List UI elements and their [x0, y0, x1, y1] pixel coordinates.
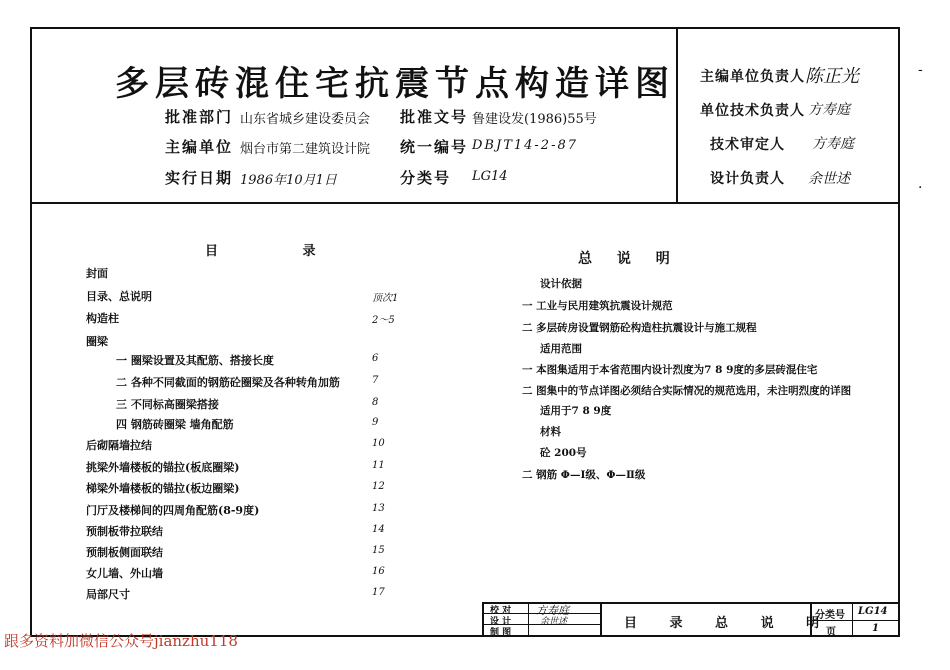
toc-item: 目录、总说明 [86, 290, 152, 303]
note-line: 适用范围 [540, 343, 582, 355]
toc-page: 10 [372, 438, 385, 449]
class-label: 分类号 [815, 610, 845, 621]
toc-page: 8 [372, 397, 379, 408]
toc-page: 2～5 [372, 315, 395, 326]
toc-item: 二 各种不同截面的钢筋砼圈梁及各种转角加筋 [116, 376, 340, 389]
toc-page: 6 [372, 353, 379, 364]
toc-item: 四 钢筋砖圈梁 墙角配筋 [116, 418, 234, 431]
sheet-title: 目 录 总 说 明 [624, 616, 834, 631]
toc-page: 15 [372, 545, 385, 556]
class-no-value: LG14 [472, 169, 508, 184]
toc-item: 后砌隔墙拉结 [86, 439, 152, 452]
note-line: 砼 200号 [540, 447, 587, 459]
toc-item: 女儿墙、外山墙 [86, 567, 163, 580]
toc-item: 预制板侧面联结 [86, 546, 163, 559]
note-line: 设计依据 [540, 278, 582, 290]
class-value: LG14 [858, 606, 888, 617]
editor-unit-value: 烟台市第二建筑设计院 [240, 142, 371, 157]
approval-dept-label: 批准部门 [165, 108, 234, 126]
title-block-role: 制 图 [490, 628, 512, 638]
signature-label: 主编单位负责人 [700, 69, 805, 85]
toc-page: 顶次1 [372, 293, 399, 304]
toc-page: 17 [372, 587, 385, 598]
unified-no-label: 统一编号 [400, 138, 469, 156]
editor-unit-label: 主编单位 [165, 138, 234, 156]
toc-item: 门厅及楼梯间的四周角配筋(8-9度) [86, 504, 260, 517]
title-block-role: 设 计 [490, 617, 512, 627]
notes-heading: 总 说 明 [578, 251, 680, 267]
watermark-text: 跟多资料加微信公众号jianzhu118 [4, 632, 238, 650]
toc-page: 9 [372, 417, 379, 428]
toc-heading: 目 录 [205, 244, 356, 259]
edge-mark: · [918, 180, 923, 196]
toc-item: 挑梁外墙楼板的锚拉(板底圈梁) [86, 461, 240, 474]
note-line: 材料 [540, 426, 561, 438]
unified-no-value: DBJT14-2-87 [472, 138, 578, 153]
note-line: 一 工业与民用建筑抗震设计规范 [522, 300, 673, 312]
edge-mark: - [918, 62, 923, 78]
toc-page: 11 [372, 460, 385, 471]
page-value: 1 [872, 623, 879, 634]
title-block-sign: 余世述 [540, 617, 568, 627]
page-label: 页 [826, 627, 836, 638]
signature: 方寿庭 [808, 102, 850, 118]
toc-item: 三 不同标高圈梁搭接 [116, 398, 219, 411]
approval-dept-value: 山东省城乡建设委员会 [240, 112, 371, 127]
toc-item: 一 圈梁设置及其配筋、搭接长度 [116, 354, 274, 367]
class-no-label: 分类号 [400, 169, 452, 187]
note-line: 二 多层砖房设置钢筋砼构造柱抗震设计与施工规程 [522, 322, 757, 334]
approval-no-label: 批准文号 [400, 108, 469, 126]
approval-no-value: 鲁建设发(1986)55号 [472, 112, 597, 127]
signature: 方寿庭 [812, 136, 854, 152]
effective-date-label: 实行日期 [165, 169, 234, 187]
toc-page: 13 [372, 503, 385, 514]
toc-item: 构造柱 [86, 312, 119, 325]
header-divider [30, 202, 900, 204]
effective-date-value: 1986年10月1日 [240, 173, 337, 188]
title-block-role: 校 对 [490, 606, 512, 616]
toc-item: 预制板带拉联结 [86, 525, 163, 538]
toc-item: 圈梁 [86, 335, 108, 348]
signature-label: 技术审定人 [710, 137, 785, 153]
signature-label: 设计负责人 [710, 171, 785, 187]
toc-page: 7 [372, 375, 379, 386]
toc-page: 12 [372, 481, 385, 492]
note-line: 二 图集中的节点详图必须结合实际情况的规范选用，未注明烈度的详图 [522, 385, 852, 397]
signature: 陈正光 [805, 66, 859, 87]
note-line: 适用于7 8 9度 [540, 405, 612, 417]
note-line: 一 本图集适用于本省范围内设计烈度为7 8 9度的多层砖混住宅 [522, 364, 818, 376]
toc-page: 16 [372, 566, 385, 577]
signature-divider [676, 27, 678, 204]
toc-item: 局部尺寸 [86, 588, 130, 601]
note-line: 二 钢筋 Φ—Ⅰ级、Φ—Ⅱ级 [522, 469, 646, 481]
document-title: 多层砖混住宅抗震节点构造详图 [115, 64, 675, 104]
toc-page: 14 [372, 524, 385, 535]
toc-item: 封面 [86, 267, 108, 280]
signature: 余世述 [808, 171, 850, 187]
toc-item: 梯梁外墙楼板的锚拉(板边圈梁) [86, 482, 240, 495]
signature-label: 单位技术负责人 [700, 103, 805, 119]
title-block-sign: 方寿庭 [536, 604, 569, 617]
